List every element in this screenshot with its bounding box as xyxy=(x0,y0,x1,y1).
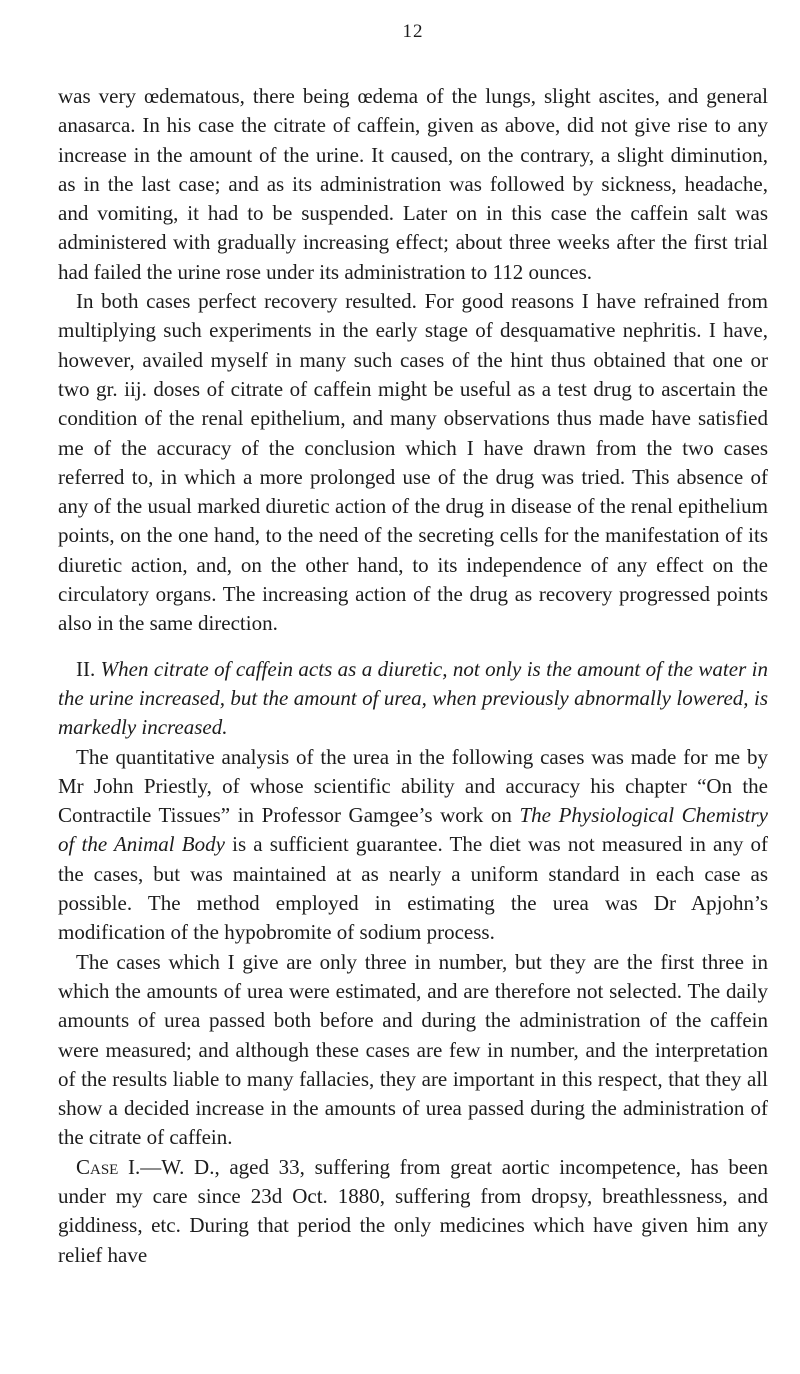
paragraph-case-one xyxy=(58,1153,768,1270)
paragraph-recovery-discussion: In both cases perfect recovery resulted. For good reasons I have refrained from multiplying such experiments in the early stage of desquamative nephritis. I have, however, availed myself in many such cases of the hint thus obtained that one or two gr. iij. doses of citrate of caffein might be useful as a test drug to ascertain the condition of the renal epithelium, and many observations thus made have satisfied me of the accuracy of the conclusion which I have drawn from the two cases referred to, in which a more prolonged use of the drug was tried. This absence of any of the usual marked diuretic action of the drug in disease of the renal epithelium points, on the one hand, to the need of the secreting cells for the manifestation of its diuretic action, and, on the other hand, to its independence of any effect on the circulatory organs. The increasing action of the drug as recovery progressed points also in the same direction. xyxy=(58,289,768,636)
paragraph-urea-analysis xyxy=(58,743,768,948)
paragraph-cases-intro: The cases which I give are only three in number, but they are the first three in which the amounts of urea were estimated, and are therefore not selected. The daily amounts of urea passed both before and during the administration of the caffein were measured; and although these cases are few in number, and the interpretation of the results liable to many fallacies, they are important in this respect, that they all show a decided increase in the amounts of urea passed during the administration of the citrate of caffein. xyxy=(58,949,768,1150)
section-heading-text: When citrate of caffein acts as a diuretic, not only is the amount of the water in the urine increased, but the amount of urea, when previously abnormally lowered, is markedly increased. xyxy=(58,656,768,740)
paragraph-case-continuation: was very œdematous, there being œdema of the lungs, slight ascites, and general anasarca. In his case the citrate of caffein, given as above, did not give rise to any increase in the amount of the urine. It caused, on the contrary, a slight diminution, as in the last case; and as its administration was followed by sickness, headache, and vomiting, it had to be suspended. Later on in this case the caffein salt was administered with gradually increasing effect; about three weeks after the first trial had failed the urine rose under its administration to 112 ounces. xyxy=(58,84,768,284)
urea-analysis-text-a: The quantitative analysis of the urea in the following cases was made for me by Mr John Priestly, of whose scientific ability and accuracy his chapter “On the Contractile Tissues” in Professor Gamgee’s work on xyxy=(58,744,768,828)
case-one-text: —W. D., aged 33, suffering from great aortic incompetence, has been under my care since 23d Oct. 1880, suffering from dropsy, breathlessness, and giddiness, etc. During that period the only medicines which have given him any relief have xyxy=(58,1154,768,1267)
document-page xyxy=(58,20,768,1270)
section-numeral: II. xyxy=(76,656,96,681)
section-heading-ii xyxy=(58,655,768,743)
page-number: 12 xyxy=(402,21,424,42)
book-title: The Physiological Chemistry of the Animal Body xyxy=(58,803,768,857)
section-gap xyxy=(58,639,768,655)
case-label: Case I. xyxy=(76,1154,141,1179)
urea-analysis-text-b: is a sufficient guarantee. The diet was not measured in any of the cases, but was maintained at as nearly a uniform standard in each case as possible. The method employed in estimating the urea was Dr Apjohn’s modification of the hypobromite of sodium process. xyxy=(58,832,769,945)
